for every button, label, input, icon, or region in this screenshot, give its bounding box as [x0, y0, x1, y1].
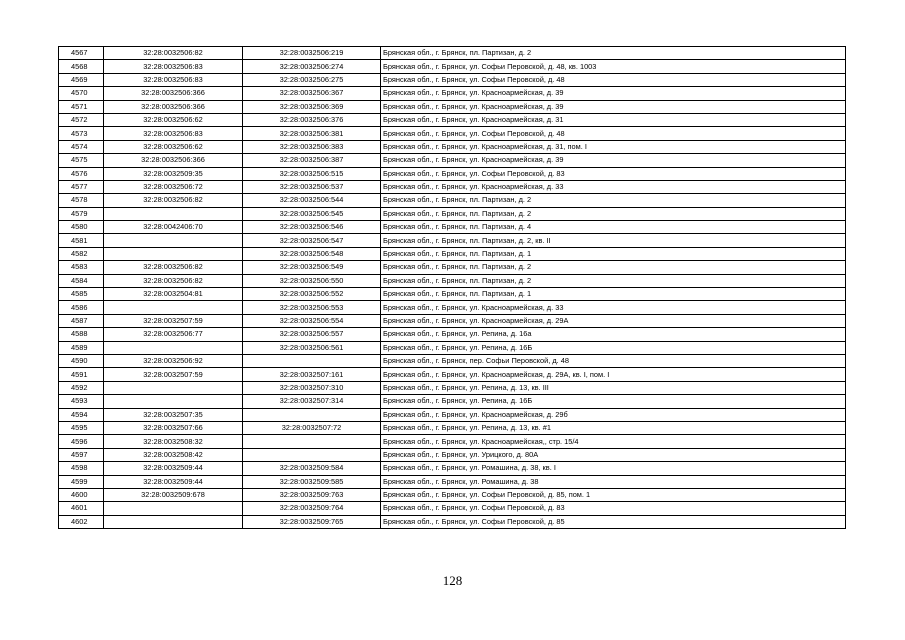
object-cadastral-number-cell: 32:28:0032506:557: [243, 328, 381, 341]
row-number-cell: 4595: [59, 421, 104, 434]
row-number-cell: 4578: [59, 194, 104, 207]
row-number-cell: 4592: [59, 381, 104, 394]
row-number-cell: 4580: [59, 221, 104, 234]
address-cell: Брянская обл., г. Брянск, пл. Партизан, д. 1: [381, 247, 846, 260]
address-cell: Брянская обл., г. Брянск, ул. Ромашина, д. 38, кв. I: [381, 462, 846, 475]
cadastral-number-cell: 32:28:0032506:83: [104, 60, 243, 73]
address-cell: Брянская обл., г. Брянск, пл. Партизан, д. 2: [381, 261, 846, 274]
object-cadastral-number-cell: 32:28:0032506:383: [243, 140, 381, 153]
object-cadastral-number-cell: 32:28:0032506:376: [243, 113, 381, 126]
address-cell: Брянская обл., г. Брянск, пл. Партизан, д. 2: [381, 47, 846, 60]
cadastral-number-cell: 32:28:0042406:70: [104, 221, 243, 234]
cadastral-number-cell: 32:28:0032507:59: [104, 314, 243, 327]
object-cadastral-number-cell: 32:28:0032506:537: [243, 180, 381, 193]
object-cadastral-number-cell: 32:28:0032506:550: [243, 274, 381, 287]
row-number-cell: 4594: [59, 408, 104, 421]
row-number-cell: 4581: [59, 234, 104, 247]
object-cadastral-number-cell: 32:28:0032506:381: [243, 127, 381, 140]
row-number-cell: 4577: [59, 180, 104, 193]
cadastral-number-cell: 32:28:0032506:62: [104, 140, 243, 153]
cadastral-number-cell: 32:28:0032506:366: [104, 154, 243, 167]
address-cell: Брянская обл., г. Брянск, ул. Красноармейская,, стр. 15/4: [381, 435, 846, 448]
address-cell: Брянская обл., г. Брянск, пл. Партизан, д. 1: [381, 288, 846, 301]
table-row: [59, 328, 846, 341]
address-cell: Брянская обл., г. Брянск, ул. Красноармейская, д. 31: [381, 113, 846, 126]
cadastral-number-cell: 32:28:0032507:35: [104, 408, 243, 421]
row-number-cell: 4584: [59, 274, 104, 287]
row-number-cell: 4586: [59, 301, 104, 314]
object-cadastral-number-cell: 32:28:0032506:275: [243, 73, 381, 86]
cadastral-number-cell: 32:28:0032504:81: [104, 288, 243, 301]
address-cell: Брянская обл., г. Брянск, ул. Ромашина, д. 38: [381, 475, 846, 488]
table-row: [59, 87, 846, 100]
table-row: [59, 167, 846, 180]
row-number-cell: 4576: [59, 167, 104, 180]
address-cell: Брянская обл., г. Брянск, пл. Партизан, д. 2: [381, 207, 846, 220]
cadastral-number-cell: 32:28:0032509:44: [104, 462, 243, 475]
table-row: [59, 127, 846, 140]
cadastral-number-cell: 32:28:0032506:72: [104, 180, 243, 193]
object-cadastral-number-cell: 32:28:0032509:585: [243, 475, 381, 488]
object-cadastral-number-cell: 32:28:0032507:314: [243, 395, 381, 408]
object-cadastral-number-cell: 32:28:0032506:554: [243, 314, 381, 327]
table-row: [59, 60, 846, 73]
address-cell: Брянская обл., г. Брянск, пл. Партизан, д. 2, кв. II: [381, 234, 846, 247]
table-row: [59, 381, 846, 394]
cadastral-number-cell: 32:28:0032506:82: [104, 194, 243, 207]
cadastral-number-cell: 32:28:0032506:366: [104, 87, 243, 100]
table-row: [59, 448, 846, 461]
table-row: [59, 354, 846, 367]
cadastral-number-cell: 32:28:0032506:82: [104, 261, 243, 274]
address-cell: Брянская обл., г. Брянск, ул. Урицкого, д. 80А: [381, 448, 846, 461]
cadastral-number-cell: 32:28:0032506:82: [104, 274, 243, 287]
table-row: [59, 207, 846, 220]
table-row: [59, 221, 846, 234]
table-row: [59, 421, 846, 434]
register-table-body: [59, 47, 846, 529]
row-number-cell: 4590: [59, 354, 104, 367]
object-cadastral-number-cell: 32:28:0032506:515: [243, 167, 381, 180]
cadastral-number-cell: 32:28:0032506:82: [104, 47, 243, 60]
object-cadastral-number-cell: 32:28:0032506:553: [243, 301, 381, 314]
address-cell: Брянская обл., г. Брянск, ул. Репина, д. 16Б: [381, 341, 846, 354]
address-cell: Брянская обл., г. Брянск, ул. Красноармейская, д. 33: [381, 301, 846, 314]
row-number-cell: 4574: [59, 140, 104, 153]
row-number-cell: 4572: [59, 113, 104, 126]
address-cell: Брянская обл., г. Брянск, пер. Софьи Перовской, д. 48: [381, 354, 846, 367]
row-number-cell: 4601: [59, 502, 104, 515]
object-cadastral-number-cell: 32:28:0032506:546: [243, 221, 381, 234]
address-cell: Брянская обл., г. Брянск, ул. Красноармейская, д. 39: [381, 154, 846, 167]
cadastral-number-cell: 32:28:0032506:92: [104, 354, 243, 367]
address-cell: Брянская обл., г. Брянск, ул. Красноармейская, д. 39: [381, 87, 846, 100]
cadastral-number-cell: 32:28:0032507:66: [104, 421, 243, 434]
register-table: [58, 46, 846, 529]
cadastral-number-cell: [104, 381, 243, 394]
row-number-cell: 4568: [59, 60, 104, 73]
table-row: [59, 100, 846, 113]
cadastral-number-cell: 32:28:0032509:678: [104, 488, 243, 501]
table-row: [59, 341, 846, 354]
row-number-cell: 4582: [59, 247, 104, 260]
table-row: [59, 435, 846, 448]
cadastral-number-cell: 32:28:0032506:62: [104, 113, 243, 126]
cadastral-number-cell: [104, 395, 243, 408]
object-cadastral-number-cell: 32:28:0032509:584: [243, 462, 381, 475]
object-cadastral-number-cell: 32:28:0032509:764: [243, 502, 381, 515]
row-number-cell: 4599: [59, 475, 104, 488]
object-cadastral-number-cell: 32:28:0032507:310: [243, 381, 381, 394]
row-number-cell: 4591: [59, 368, 104, 381]
table-row: [59, 194, 846, 207]
address-cell: Брянская обл., г. Брянск, ул. Красноармейская, д. 31, пом. I: [381, 140, 846, 153]
address-cell: Брянская обл., г. Брянск, ул. Репина, д. 13, кв. #1: [381, 421, 846, 434]
row-number-cell: 4585: [59, 288, 104, 301]
object-cadastral-number-cell: 32:28:0032506:387: [243, 154, 381, 167]
address-cell: Брянская обл., г. Брянск, ул. Софьи Перовской, д. 48, кв. 1003: [381, 60, 846, 73]
object-cadastral-number-cell: 32:28:0032509:763: [243, 488, 381, 501]
table-row: [59, 274, 846, 287]
object-cadastral-number-cell: [243, 408, 381, 421]
cadastral-number-cell: [104, 247, 243, 260]
table-row: [59, 515, 846, 528]
page-number: 128: [442, 573, 463, 588]
table-row: [59, 140, 846, 153]
table-row: [59, 73, 846, 86]
table-row: [59, 301, 846, 314]
table-row: [59, 247, 846, 260]
cadastral-number-cell: 32:28:0032508:32: [104, 435, 243, 448]
address-cell: Брянская обл., г. Брянск, ул. Красноармейская, д. 39: [381, 100, 846, 113]
table-row: [59, 154, 846, 167]
address-cell: Брянская обл., г. Брянск, ул. Софьи Перовской, д. 83: [381, 167, 846, 180]
table-row: [59, 395, 846, 408]
table-row: [59, 368, 846, 381]
cadastral-number-cell: 32:28:0032506:366: [104, 100, 243, 113]
table-row: [59, 488, 846, 501]
row-number-cell: 4587: [59, 314, 104, 327]
address-cell: Брянская обл., г. Брянск, пл. Партизан, д. 4: [381, 221, 846, 234]
row-number-cell: 4589: [59, 341, 104, 354]
object-cadastral-number-cell: 32:28:0032506:367: [243, 87, 381, 100]
object-cadastral-number-cell: 32:28:0032509:765: [243, 515, 381, 528]
table-row: [59, 314, 846, 327]
table-row: [59, 502, 846, 515]
row-number-cell: 4597: [59, 448, 104, 461]
address-cell: Брянская обл., г. Брянск, ул. Красноармейская, д. 29А, кв. I, пом. I: [381, 368, 846, 381]
row-number-cell: 4571: [59, 100, 104, 113]
row-number-cell: 4596: [59, 435, 104, 448]
row-number-cell: 4567: [59, 47, 104, 60]
cadastral-number-cell: [104, 234, 243, 247]
object-cadastral-number-cell: 32:28:0032506:552: [243, 288, 381, 301]
address-cell: Брянская обл., г. Брянск, ул. Красноармейская, д. 29б: [381, 408, 846, 421]
row-number-cell: 4573: [59, 127, 104, 140]
row-number-cell: 4569: [59, 73, 104, 86]
row-number-cell: 4598: [59, 462, 104, 475]
address-cell: Брянская обл., г. Брянск, ул. Софьи Перовской, д. 48: [381, 127, 846, 140]
cadastral-number-cell: [104, 515, 243, 528]
object-cadastral-number-cell: 32:28:0032506:274: [243, 60, 381, 73]
address-cell: Брянская обл., г. Брянск, пл. Партизан, д. 2: [381, 274, 846, 287]
cadastral-number-cell: 32:28:0032506:77: [104, 328, 243, 341]
object-cadastral-number-cell: 32:28:0032506:545: [243, 207, 381, 220]
address-cell: Брянская обл., г. Брянск, ул. Красноармейская, д. 33: [381, 180, 846, 193]
object-cadastral-number-cell: 32:28:0032507:161: [243, 368, 381, 381]
object-cadastral-number-cell: 32:28:0032506:549: [243, 261, 381, 274]
row-number-cell: 4579: [59, 207, 104, 220]
object-cadastral-number-cell: 32:28:0032506:219: [243, 47, 381, 60]
address-cell: Брянская обл., г. Брянск, ул. Софьи Перовской, д. 85, пом. 1: [381, 488, 846, 501]
row-number-cell: 4570: [59, 87, 104, 100]
object-cadastral-number-cell: 32:28:0032506:544: [243, 194, 381, 207]
table-row: [59, 180, 846, 193]
row-number-cell: 4600: [59, 488, 104, 501]
object-cadastral-number-cell: 32:28:0032506:548: [243, 247, 381, 260]
cadastral-number-cell: [104, 341, 243, 354]
object-cadastral-number-cell: 32:28:0032506:369: [243, 100, 381, 113]
row-number-cell: 4583: [59, 261, 104, 274]
cadastral-number-cell: 32:28:0032509:35: [104, 167, 243, 180]
cadastral-number-cell: 32:28:0032506:83: [104, 73, 243, 86]
object-cadastral-number-cell: [243, 448, 381, 461]
table-row: [59, 47, 846, 60]
object-cadastral-number-cell: [243, 435, 381, 448]
object-cadastral-number-cell: 32:28:0032507:72: [243, 421, 381, 434]
table-row: [59, 288, 846, 301]
cadastral-number-cell: 32:28:0032507:59: [104, 368, 243, 381]
table-row: [59, 234, 846, 247]
address-cell: Брянская обл., г. Брянск, ул. Софьи Перовской, д. 48: [381, 73, 846, 86]
cadastral-number-cell: [104, 502, 243, 515]
row-number-cell: 4593: [59, 395, 104, 408]
table-row: [59, 261, 846, 274]
address-cell: Брянская обл., г. Брянск, ул. Репина, д. 16а: [381, 328, 846, 341]
address-cell: Брянская обл., г. Брянск, ул. Софьи Перовской, д. 83: [381, 502, 846, 515]
table-row: [59, 408, 846, 421]
row-number-cell: 4575: [59, 154, 104, 167]
address-cell: Брянская обл., г. Брянск, ул. Софьи Перовской, д. 85: [381, 515, 846, 528]
address-cell: Брянская обл., г. Брянск, ул. Репина, д. 16Б: [381, 395, 846, 408]
cadastral-number-cell: 32:28:0032509:44: [104, 475, 243, 488]
object-cadastral-number-cell: 32:28:0032506:561: [243, 341, 381, 354]
address-cell: Брянская обл., г. Брянск, ул. Красноармейская, д. 29А: [381, 314, 846, 327]
object-cadastral-number-cell: 32:28:0032506:547: [243, 234, 381, 247]
table-row: [59, 462, 846, 475]
row-number-cell: 4588: [59, 328, 104, 341]
table-row: [59, 113, 846, 126]
address-cell: Брянская обл., г. Брянск, пл. Партизан, д. 2: [381, 194, 846, 207]
cadastral-number-cell: 32:28:0032506:83: [104, 127, 243, 140]
cadastral-number-cell: [104, 207, 243, 220]
cadastral-number-cell: [104, 301, 243, 314]
address-cell: Брянская обл., г. Брянск, ул. Репина, д. 13, кв. III: [381, 381, 846, 394]
object-cadastral-number-cell: [243, 354, 381, 367]
cadastral-number-cell: 32:28:0032508:42: [104, 448, 243, 461]
row-number-cell: 4602: [59, 515, 104, 528]
table-row: [59, 475, 846, 488]
